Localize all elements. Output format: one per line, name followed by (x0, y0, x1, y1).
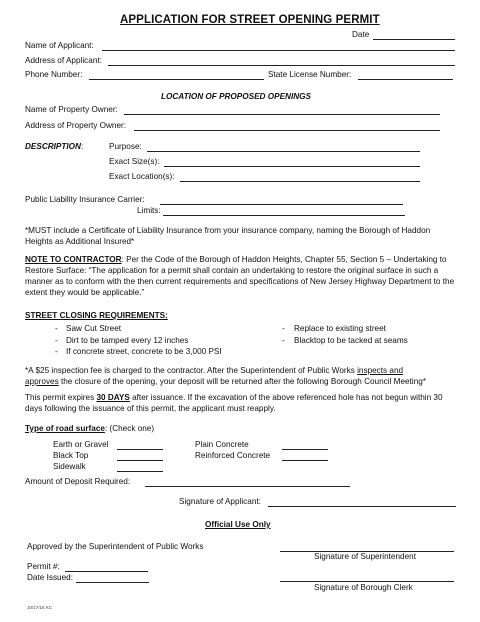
license-label: State License Number: (268, 70, 352, 79)
owner-address-field[interactable] (134, 130, 440, 131)
fee-text-underlined: inspects and (357, 366, 404, 375)
owner-name-label: Name of Property Owner: (25, 105, 118, 114)
description-colon: : (80, 142, 84, 151)
applicant-signature-field[interactable] (268, 506, 456, 507)
applicant-address-field[interactable] (108, 65, 455, 66)
owner-name-field[interactable] (124, 114, 440, 115)
location-heading: LOCATION OF PROPOSED OPENINGS (161, 92, 311, 101)
owner-address-label: Address of Property Owner: (25, 121, 127, 130)
closing-item: Saw Cut Street (66, 324, 122, 333)
surface-option-field[interactable] (282, 449, 328, 450)
superintendent-signature-label: Signature of Superintendent (314, 552, 416, 561)
page-title: APPLICATION FOR STREET OPENING PERMIT (120, 14, 380, 26)
size-label: Exact Size(s): (109, 157, 160, 166)
phone-label: Phone Number: (25, 70, 83, 79)
official-use-heading: Official Use Only (205, 520, 271, 529)
road-surface-heading (25, 424, 154, 433)
description-label-text: DESCRIPTION (25, 142, 81, 151)
closing-bullet: - (55, 347, 58, 356)
surface-option-field[interactable] (282, 460, 328, 461)
surface-option-field[interactable] (117, 460, 163, 461)
surface-option-field[interactable] (117, 471, 163, 472)
insurance-notice: *MUST include a Certificate of Liability Insurance from your insurance company, naming the Borough of Haddon Heights as Additional Insured* (25, 226, 431, 246)
applicant-signature-label: Signature of Applicant: (179, 497, 261, 506)
fee-text: *A $25 inspection fee is charged to the contractor. After the Superintendent of Public Works (25, 366, 358, 375)
applicant-address-label: Address of Applicant: (25, 56, 102, 65)
description-label (25, 142, 83, 151)
road-surface-check: : (Check one) (104, 424, 155, 433)
closing-item: Replace to existing street (294, 324, 386, 333)
purpose-field[interactable] (147, 151, 420, 152)
surface-option-label: Earth or Gravel (53, 440, 109, 449)
carrier-label: Public Liability Insurance Carrier: (25, 195, 145, 204)
license-field[interactable] (358, 79, 453, 80)
purpose-label: Purpose: (109, 142, 142, 151)
limits-field[interactable] (163, 215, 405, 216)
exact-location-field[interactable] (180, 181, 420, 182)
surface-option-label: Black Top (53, 451, 89, 460)
date-label: Date (352, 30, 370, 39)
exact-location-label: Exact Location(s): (109, 172, 175, 181)
footer-code: 10/17/16 KC (27, 605, 53, 610)
closing-bullet: - (282, 336, 285, 345)
carrier-field[interactable] (160, 204, 403, 205)
expiry-notice (25, 392, 455, 414)
applicant-name-field[interactable] (102, 50, 455, 51)
closing-bullet: - (55, 336, 58, 345)
fee-line-2 (25, 377, 426, 386)
surface-option-field[interactable] (117, 449, 163, 450)
date-issued-label: Date Issued: (27, 573, 73, 582)
expiry-days: 30 DAYS (96, 393, 130, 402)
clerk-signature-field[interactable] (280, 581, 454, 582)
contractor-note-text: : Per the Code of the Borough of Haddon Heights, Chapter 55, Section 5 – Undertaking to Restore Surface: “The application for a permit shall contain an undertaking to restore the original surface in such a manner as to conform with the then current requirements and specifications of New Jersey Highway Department to the extent they would be applicable.” (25, 255, 455, 297)
fee-text: the closure of the opening, your deposit will be returned after the following Borough Council Meeting* (58, 377, 426, 386)
surface-option-label: Reinforced Concrete (195, 451, 271, 460)
expiry-text: This permit expires (25, 393, 97, 402)
closing-item: Blacktop to be tacked at seams (294, 336, 408, 345)
size-field[interactable] (164, 166, 420, 167)
closing-item: Dirt to be tamped every 12 inches (66, 336, 189, 345)
permit-number-field[interactable] (65, 571, 148, 572)
approved-label: Approved by the Superintendent of Public Works (27, 542, 204, 551)
surface-option-label: Plain Concrete (195, 440, 249, 449)
fee-line-1 (25, 366, 403, 375)
phone-field[interactable] (89, 79, 264, 80)
date-field[interactable] (373, 39, 455, 40)
contractor-note (25, 254, 457, 298)
clerk-signature-label: Signature of Borough Clerk (314, 583, 413, 592)
permit-number-label: Permit #: (27, 562, 60, 571)
date-issued-field[interactable] (76, 582, 149, 583)
limits-label: Limits: (137, 206, 161, 215)
road-surface-label: Type of road surface (25, 424, 105, 433)
applicant-name-label: Name of Applicant: (25, 41, 94, 50)
fee-text-underlined: approves (25, 377, 59, 386)
closing-heading: STREET CLOSING REQUIREMENTS: (25, 311, 168, 320)
deposit-field[interactable] (145, 486, 350, 487)
closing-bullet: - (282, 324, 285, 333)
closing-item: If concrete street, concrete to be 3,000 PSI (66, 347, 222, 356)
expiry-text: after issuance. If the excavation of the above referenced hole has not begun within 30 days following the issuance of this permit, the applicant must reapply. (25, 393, 443, 413)
closing-bullet: - (55, 324, 58, 333)
contractor-note-label: NOTE TO CONTRACTOR (25, 255, 122, 264)
deposit-label: Amount of Deposit Required: (25, 477, 131, 486)
surface-option-label: Sidewalk (53, 462, 86, 471)
